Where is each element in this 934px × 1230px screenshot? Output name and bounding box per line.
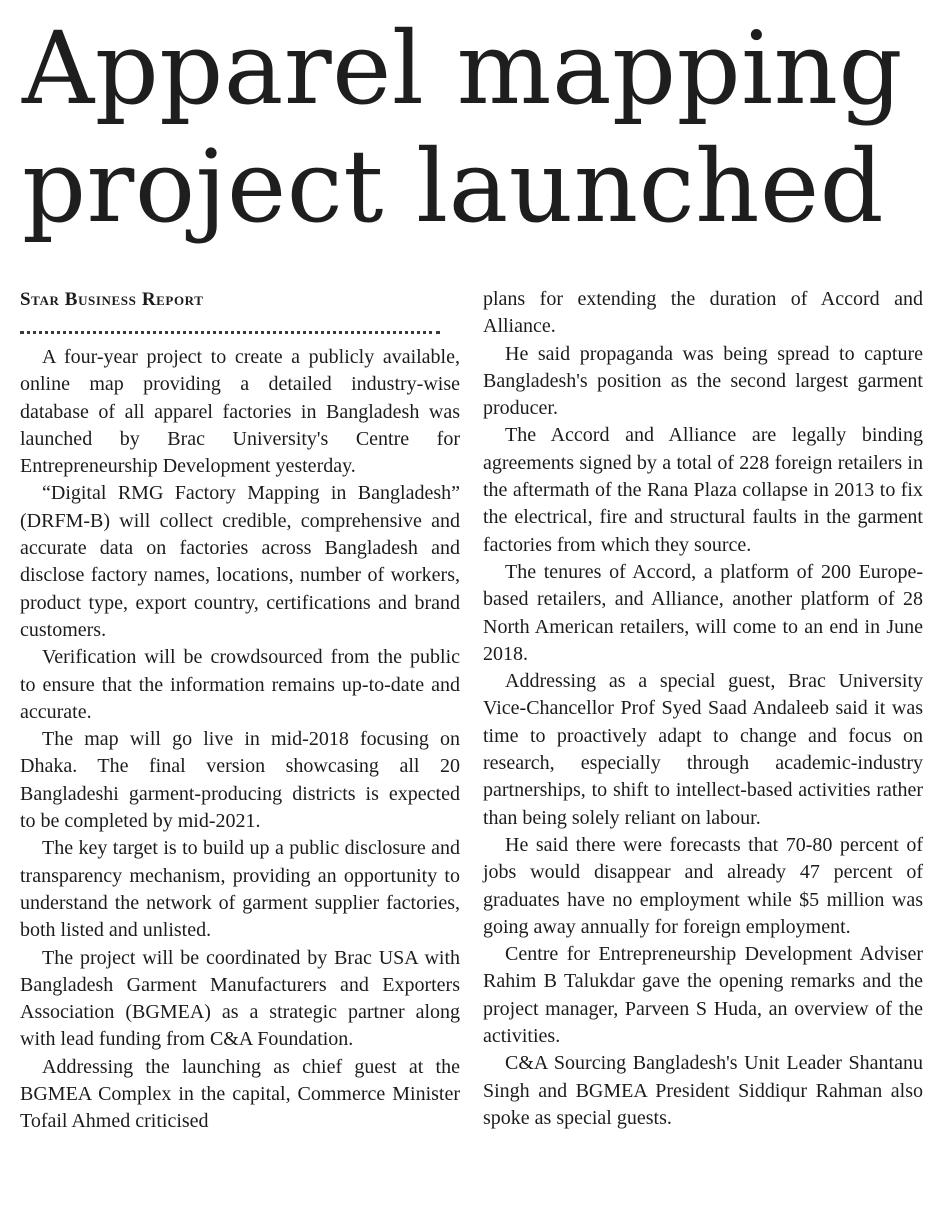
paragraph-4: The map will go live in mid-2018 focusing on Dhaka. The final version showcasing all 20 Bangladeshi garment-producing districts is expected to be completed by mid-2021. xyxy=(20,728,460,833)
paragraph-14: C&A Sourcing Bangladesh's Unit Leader Shantanu Singh and BGMEA President Siddiqur Rahman also spoke as special guests. xyxy=(483,1052,923,1129)
headline-line-1: Apparel mapping xyxy=(22,10,903,127)
paragraph-11: Addressing as a special guest, Brac University Vice-Chancellor Prof Syed Saad Andaleeb said it was time to proactively adapt to change and focus on research, especially through academic-industry partnerships, to shift to intellect-based activities rather than being solely reliant on labour. xyxy=(483,670,923,829)
dotted-divider xyxy=(20,319,440,334)
paragraph-2: “Digital RMG Factory Mapping in Bangladesh” (DRFM-B) will collect credible, comprehensive and accurate data on factories across Bangladesh and disclose factory names, locations, number of workers, product type, export country, certifications and brand customers. xyxy=(20,482,460,641)
headline xyxy=(22,10,922,246)
paragraph-8: He said propaganda was being spread to capture Bangladesh's position as the second largest garment producer. xyxy=(483,342,923,420)
paragraph-10: The tenures of Accord, a platform of 200 Europe-based retailers, and Alliance, another platform of 28 North American retailers, will come to an end in June 2018. xyxy=(483,560,923,665)
paragraph-7: Addressing the launching as chief guest at the BGMEA Complex in the capital, Commerce Minister Tofail Ahmed criticised xyxy=(20,1055,460,1133)
paragraph-3: Verification will be crowdsourced from the public to ensure that the information remains up-to-date and accurate. xyxy=(20,646,460,723)
paragraph-12: He said there were forecasts that 70-80 percent of jobs would disappear and already 47 percent of graduates have no employment while $5 million was going away annually for foreign employment. xyxy=(483,833,923,938)
paragraph-7-continued: plans for extending the duration of Accord and Alliance. xyxy=(483,288,923,338)
right-column xyxy=(483,286,923,1132)
paragraph-5: The key target is to build up a public disclosure and transparency mechanism, providing an opportunity to understand the network of garment supplier factories, both listed and unlisted. xyxy=(20,837,460,942)
paragraph-6: The project will be coordinated by Brac USA with Bangladesh Garment Manufacturers and Exporters Association (BGMEA) as a strategic partner along with lead funding from C&A Foundation. xyxy=(20,946,460,1051)
paragraph-13: Centre for Entrepreneurship Development Adviser Rahim B Talukdar gave the opening remarks and the project manager, Parveen S Huda, an overview of the activities. xyxy=(483,943,923,1048)
paragraph-9: The Accord and Alliance are legally binding agreements signed by a total of 228 foreign retailers in the aftermath of the Rana Plaza collapse in 2013 to fix the electrical, fire and structural faults in the garment factories from which they source. xyxy=(483,424,923,556)
left-column xyxy=(20,286,460,1136)
byline: Star Business Report xyxy=(20,289,204,310)
headline-line-2: project launched xyxy=(22,128,885,245)
paragraph-1: A four-year project to create a publicly available, online map providing a detailed industry-wise database of all apparel factories in Bangladesh was launched by Brac University's Centre for Entrepreneurship Development yesterday. xyxy=(20,346,460,478)
